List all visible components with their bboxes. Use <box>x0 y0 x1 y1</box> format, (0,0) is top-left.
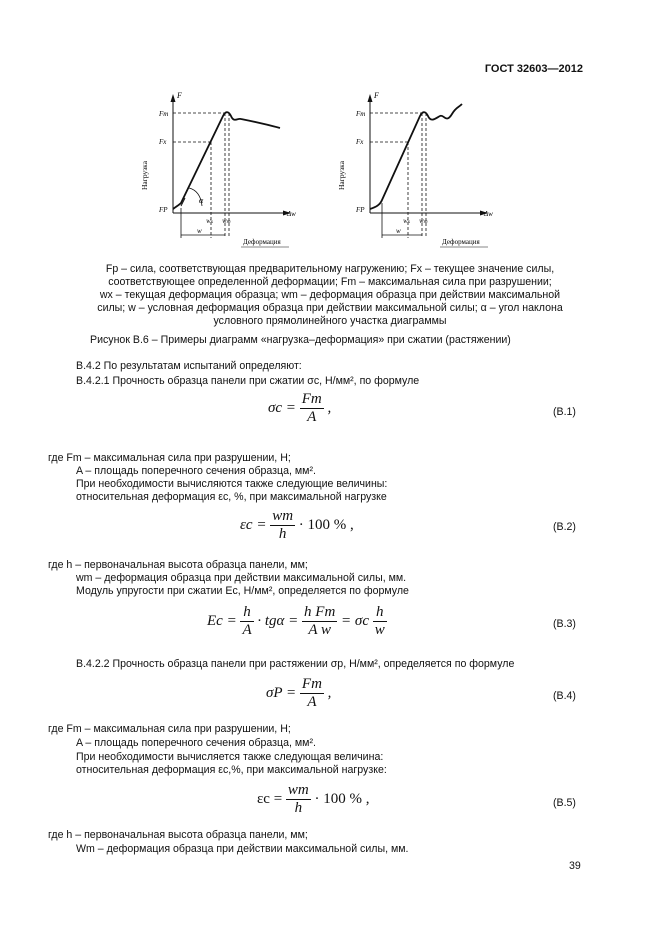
where-line: где h – первоначальная высота образца панели, мм; <box>48 829 308 841</box>
load-deformation-chart-right <box>322 88 502 253</box>
eq-denominator: A w <box>308 622 331 638</box>
legend-line: соответствующее определенной деформации; Fm – максимальная сила при разрушении; <box>108 276 552 288</box>
where-line: Wm – деформация образца при действии максимальной силы, мм. <box>76 843 409 855</box>
legend-line: Fр – сила, соответствующая предварительному нагружению; Fx – текущее значение силы, <box>105 263 555 275</box>
tick-wm: Wm <box>222 219 231 225</box>
eq-mid: · tgα = <box>257 612 299 629</box>
paragraph: В.4.2.2 Прочность образца панели при растяжении σp, Н/мм², определяется по формуле <box>76 658 515 670</box>
eq-lhs: σc = <box>268 399 296 416</box>
eq-denominator: A <box>242 622 252 638</box>
standard-header: ГОСТ 32603—2012 <box>484 63 583 75</box>
tick-wx: Wx <box>403 219 411 225</box>
eq-lhs: Ec = <box>207 612 237 629</box>
where-line: где h – первоначальная высота образца панели, мм; <box>48 559 308 571</box>
eq-tail: , <box>327 399 332 416</box>
paragraph: Модуль упругости при сжатии Ec, Н/мм², определяется по формуле <box>76 585 409 597</box>
eq-numerator: h Fm <box>304 604 336 620</box>
segment-w: w <box>396 227 401 235</box>
load-curve <box>173 112 280 209</box>
tick-wm: Wm <box>419 219 428 225</box>
equation-number: (В.2) <box>553 521 576 533</box>
paragraph: В.4.2.1 Прочность образца панели при сжатии σc, Н/мм², по формуле <box>76 375 420 387</box>
equation-b1 <box>268 391 331 426</box>
where-line: A – площадь поперечного сечения образца, мм². <box>76 737 316 749</box>
eq-tail: · 100 % , <box>314 790 370 807</box>
tick-fx: Fx <box>356 138 364 146</box>
y-axis-label: F <box>374 91 379 100</box>
eq-denominator: h <box>278 526 287 542</box>
equation-number: (В.4) <box>553 690 576 702</box>
figure-caption: Рисунок В.6 – Примеры диаграмм «нагрузка–деформация» при сжатии (растяжении) <box>90 334 511 346</box>
where-line: A – площадь поперечного сечения образца, мм². <box>76 465 316 477</box>
x-title: Деформация <box>442 238 480 246</box>
paragraph: относительная деформация εc,%, при максимальной нагрузке: <box>76 764 387 776</box>
legend-line: wx – текущая деформация образца; wm – деформация образца при действии максимальной <box>99 289 561 301</box>
eq-numerator: h <box>240 604 253 622</box>
angle-alpha: α <box>199 196 204 205</box>
x-axis-label: Δw <box>484 210 493 218</box>
equation-b2 <box>240 508 354 543</box>
eq-denominator: A <box>307 694 317 710</box>
equation-b4 <box>266 676 331 711</box>
eq-denominator: h <box>294 800 303 816</box>
eq-numerator: h <box>373 604 387 622</box>
equation-number: (В.5) <box>553 797 576 809</box>
tick-fm: Fm <box>356 110 366 118</box>
where-line: где Fm – максимальная сила при разрушении, Н; <box>48 723 291 735</box>
eq-numerator: wm <box>287 782 309 798</box>
eq-numerator: wm <box>272 508 294 524</box>
eq-lhs: σP = <box>266 684 297 701</box>
where-line: где Fm – максимальная сила при разрушении, Н; <box>48 452 291 464</box>
eq-mid: = σc <box>341 612 369 629</box>
eq-tail: · 100 % , <box>298 516 354 533</box>
eq-lhs: εc = <box>240 516 267 533</box>
eq-numerator: Fm <box>301 676 322 692</box>
x-title: Деформация <box>243 238 281 246</box>
eq-tail: , <box>327 684 332 701</box>
figure-legend <box>60 263 600 328</box>
tick-fp: FP <box>159 206 168 214</box>
where-line: wm – деформация образца при действии максимальной силы, мм. <box>76 572 407 584</box>
x-axis-label: Δw <box>287 210 296 218</box>
y-axis-arrow <box>171 94 176 102</box>
page-number: 39 <box>569 860 581 872</box>
y-axis-arrow <box>368 94 373 102</box>
paragraph: В.4.2 По результатам испытаний определяют: <box>76 360 302 372</box>
load-deformation-chart-left <box>125 88 305 253</box>
eq-lhs: εc = <box>257 790 283 807</box>
equation-number: (В.3) <box>553 618 576 630</box>
load-curve <box>370 104 462 209</box>
y-title: Нагрузка <box>140 160 149 190</box>
eq-numerator: Fm <box>301 391 322 407</box>
y-axis-label: F <box>177 91 182 100</box>
paragraph: При необходимости вычисляется также следующая величина: <box>76 751 384 763</box>
equation-number: (В.1) <box>553 406 576 418</box>
tick-fp: FP <box>356 206 365 214</box>
y-title: Нагрузка <box>337 160 346 190</box>
tick-wx: Wx <box>206 219 214 225</box>
equation-b3 <box>207 604 387 639</box>
tick-fm: Fm <box>159 110 169 118</box>
eq-denominator: A <box>307 409 317 425</box>
tick-fx: Fx <box>159 138 167 146</box>
legend-line: силы; w – условная деформация образца при действии максимальной силы; α – угол наклона <box>97 302 563 314</box>
eq-denominator: w <box>374 622 385 638</box>
paragraph: относительная деформация εc, %, при максимальной нагрузке <box>76 491 387 503</box>
legend-line: условного прямолинейного участка диаграммы <box>213 315 447 327</box>
paragraph: При необходимости вычисляются также следующие величины: <box>76 478 388 490</box>
equation-b5 <box>257 782 370 817</box>
segment-w: w <box>197 227 202 235</box>
